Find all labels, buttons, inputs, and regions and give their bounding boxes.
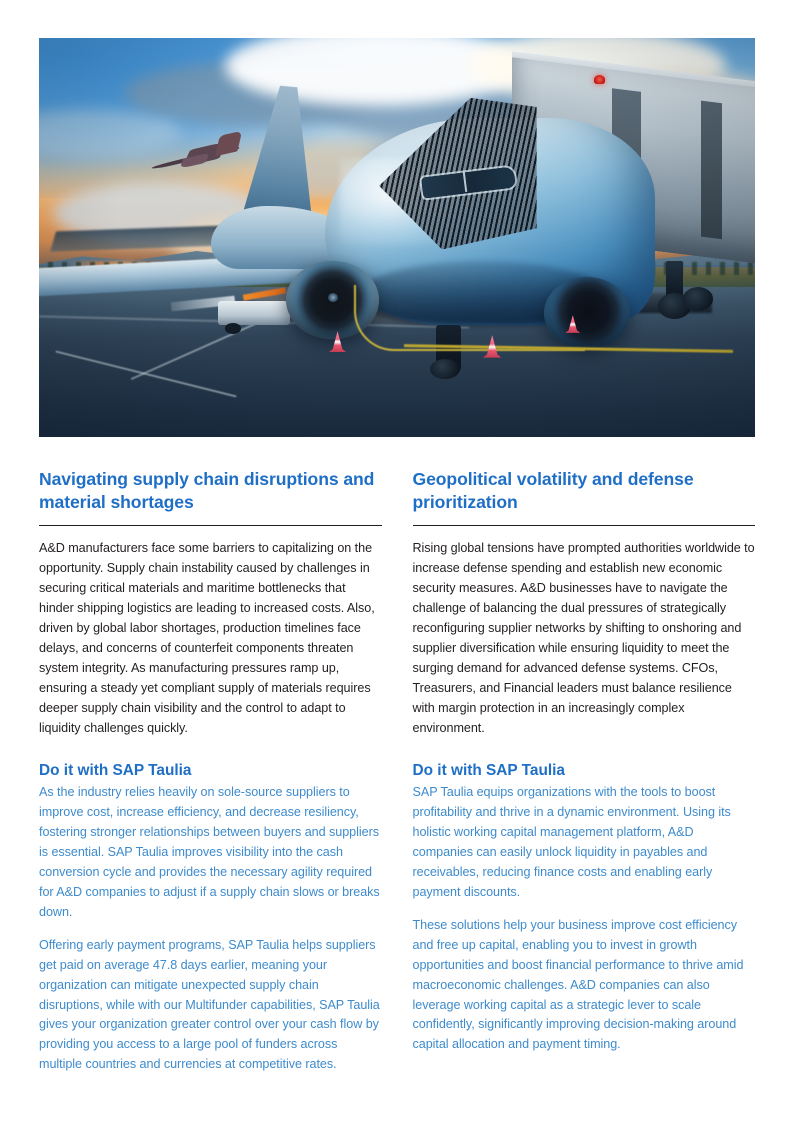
taulia-paragraph: As the industry relies heavily on sole-source suppliers to improve cost, increase efficiency, and decrease resiliency, fostering stronger relationships between buyers and suppliers is essential. SAP Taulia improves visibility into the cash conversion cycle and provides the necessary agility required for A&D companies to adjust if a supply chain slows or breaks down. [39,784,380,919]
hero-scene [39,38,755,437]
title-divider [39,525,382,526]
column-left [39,468,382,1075]
taulia-title-left: Do it with SAP Taulia [39,761,192,779]
taulia-title-right: Do it with SAP Taulia [412,761,565,779]
section-title-right: Geopolitical volatility and defense prioritization [412,469,694,513]
section-body-right: Rising global tensions have prompted authorities worldwide to increase defense spending and establish new economic security measures. A&D businesses have to navigate the challenge of balancing the dual pressures of strategically reconfiguring supplier networks by shifting to onshoring and supplier diversification while ensuring liquidity to meet the surging demand for advanced defense systems. CFOs, Treasurers, and Financial leaders must balance resilience with margin protection in an increasingly complex environment. [412,541,755,736]
content-columns [39,468,755,1075]
warning-beacon-icon [594,75,605,85]
taulia-block-right [413,761,756,1055]
section-body-left: A&D manufacturers face some barriers to capitalizing on the opportunity. Supply chain instability caused by challenges in securing critical materials and maritime bottlenecks that hinder shipping logistics are leading to increased costs. Also, driven by global labor shortages, production timelines face delays, and concerns of counterfeit components threaten system integrity. As manufacturing pressures ramp up, ensuring a steady yet compliant supply of materials requires deeper supply chain visibility and the control to adapt to liquidity challenges quickly. [39,541,375,736]
hero-image [39,38,755,437]
section-title-left: Navigating supply chain disruptions and material shortages [39,469,375,513]
jet-bridge-joint [701,101,722,239]
taulia-paragraph: These solutions help your business improve cost efficiency and free up capital, enabling you to invest in growth opportunities and boost financial performance to thrive amid macroeconomic challenges. A&D companies can also leverage working capital as a strategic lever to scale confidently, significantly improving decision-making around capital allocation and payment timing. [412,917,744,1052]
landing-gear-wheel [430,359,460,379]
ground-support-wheel [225,323,241,333]
taulia-paragraph: SAP Taulia equips organizations with the tools to boost profitability and thrive in a dynamic environment. Using its holistic working capital management platform, A&D companies can easily unlock liquidity in payables and receivables, reducing finance costs and enabling early payment discounts. [412,784,731,899]
taulia-paragraph: Offering early payment programs, SAP Taulia helps suppliers get paid on average 47.8 days earlier, meaning your organization can mitigate unexpected supply chain disruptions, while with our Multifunder capabilities, SAP Taulia gives your organization greater control over your cash flow by providing you access to a large pool of funders across multiple countries and currencies at competitive rates. [39,937,380,1072]
column-right [413,468,756,1075]
title-divider [413,525,756,526]
ground-power-hose [354,285,585,351]
taulia-block-left [39,761,382,1075]
ground-support-vehicle [218,301,290,325]
